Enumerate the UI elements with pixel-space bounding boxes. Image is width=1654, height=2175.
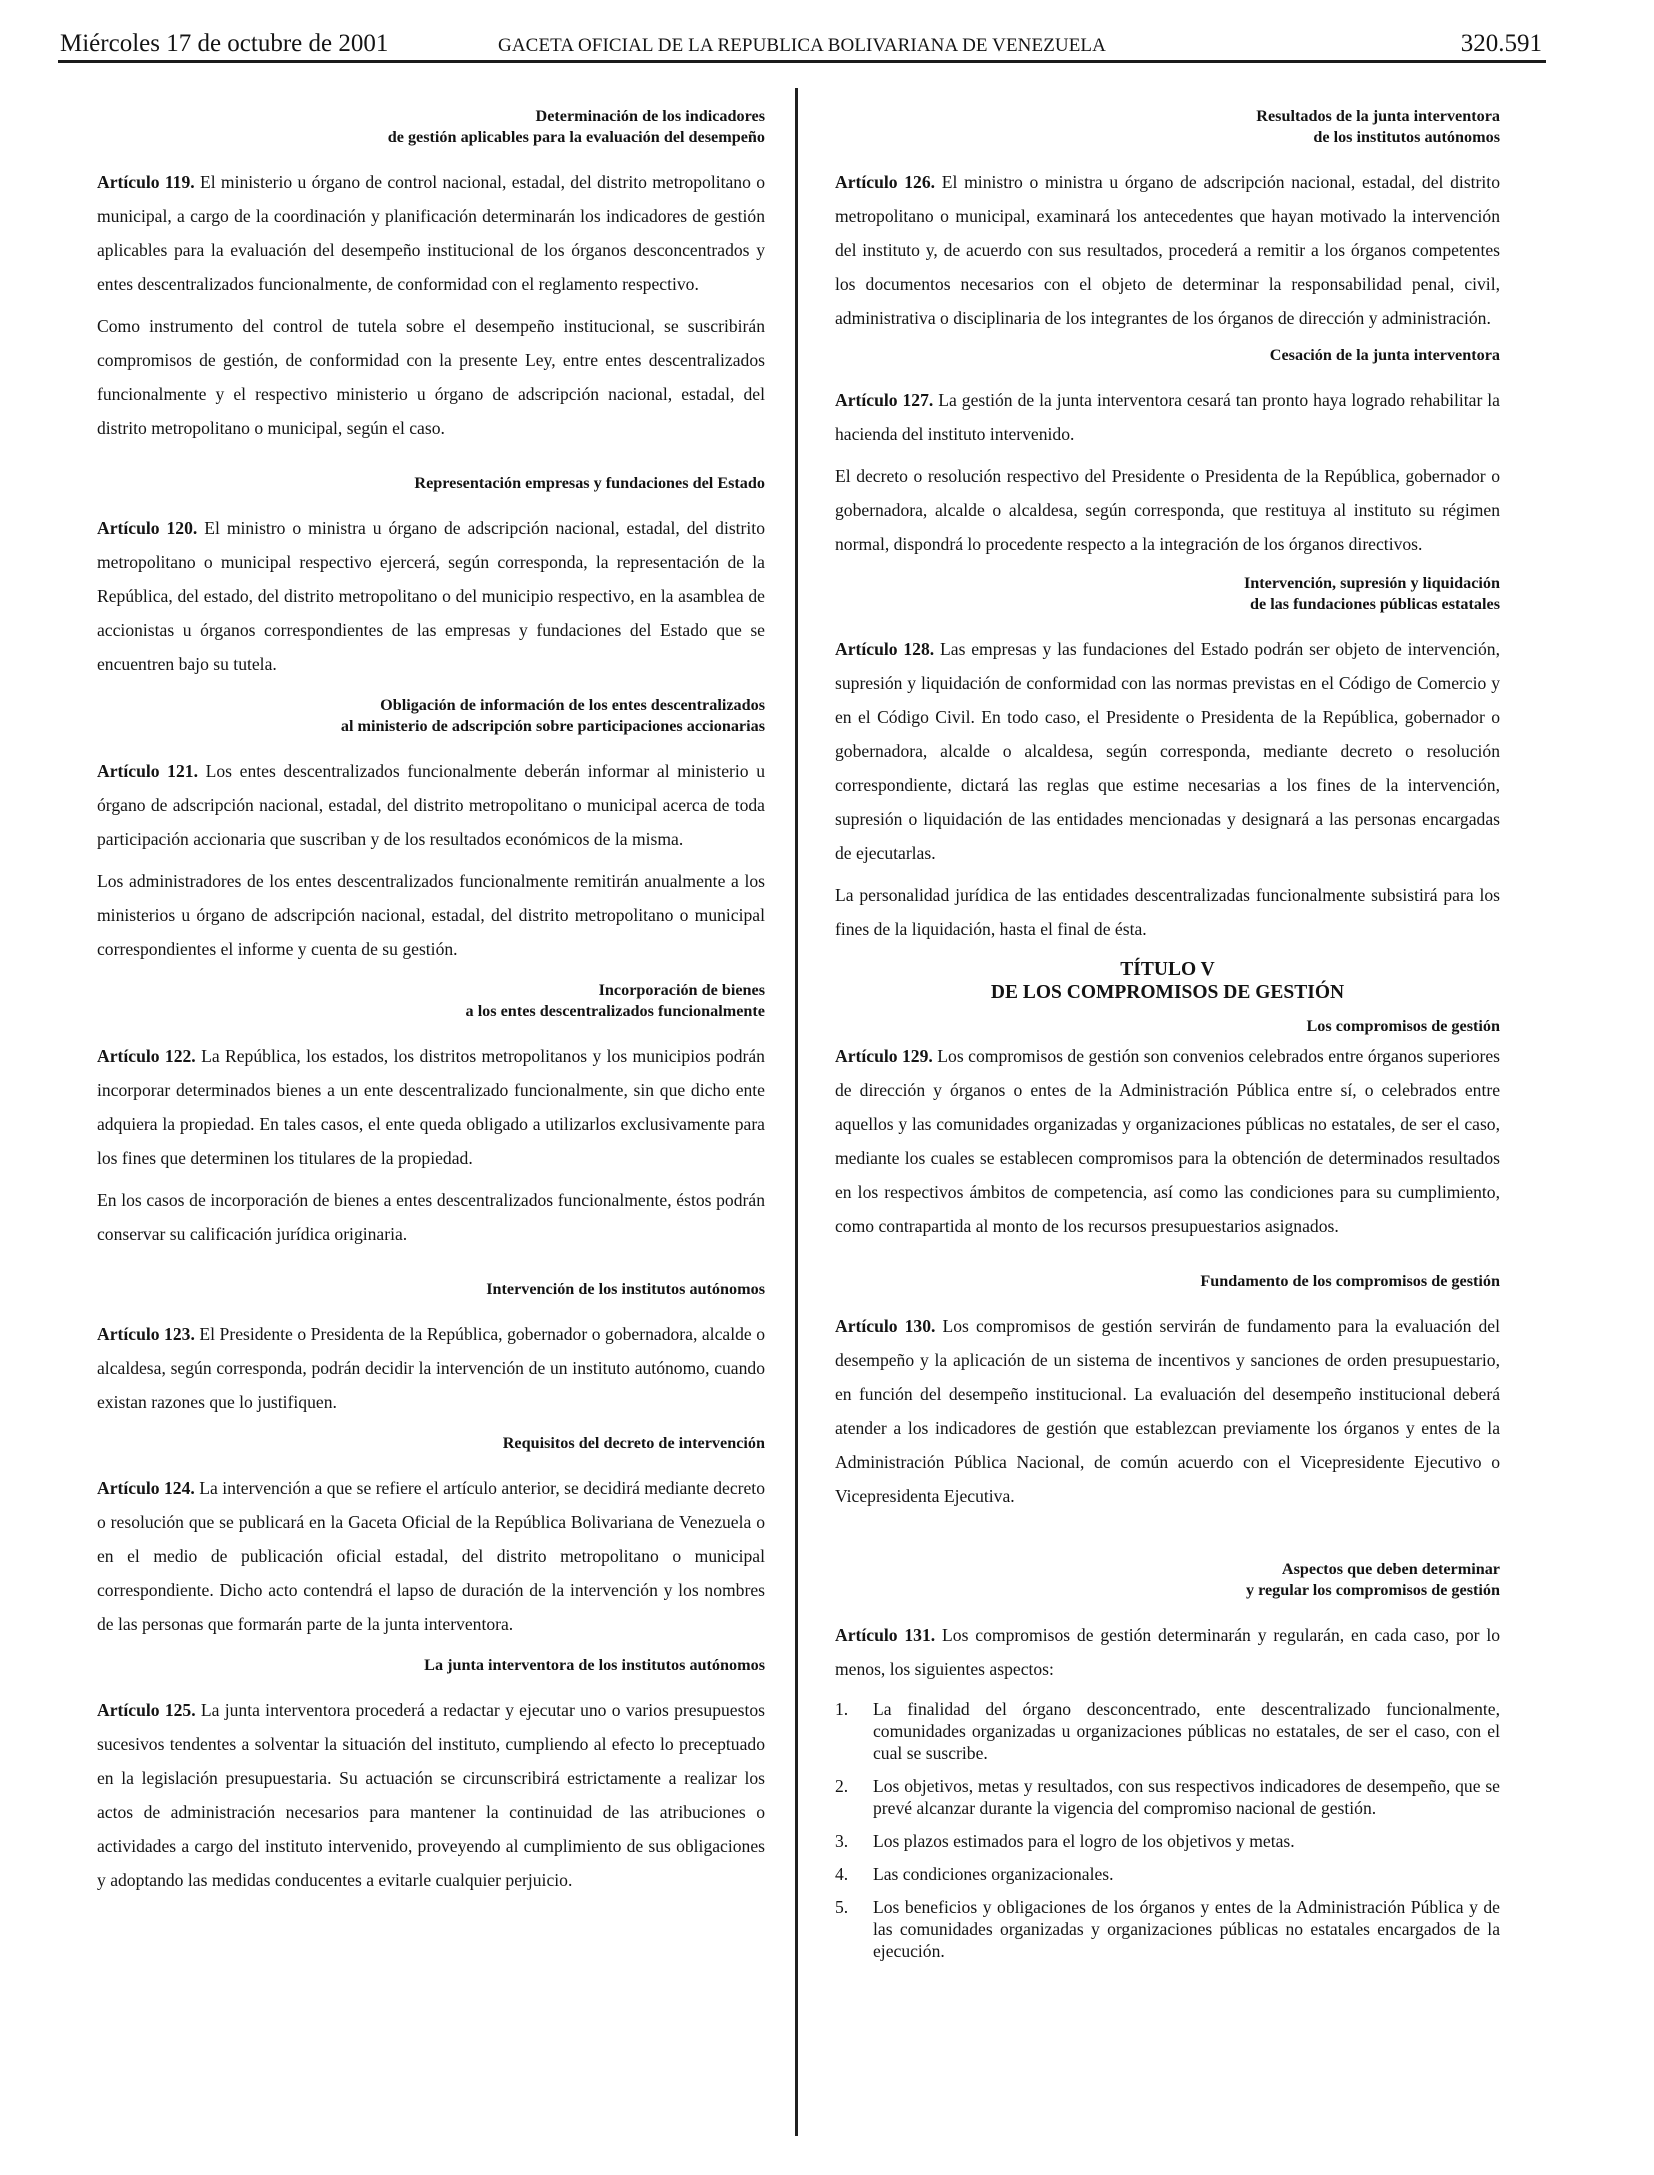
heading-line: Obligación de información de los entes descentralizados (380, 696, 765, 714)
heading-line: Resultados de la junta interventora (1256, 107, 1500, 125)
article-122-paragraph-2: En los casos de incorporación de bienes a entes descentralizados funcionalmente, éstos podrán conservar su calificación jurídica originaria. (97, 1190, 765, 1244)
heading-article-126 (835, 106, 1500, 148)
article-label: Artículo 120. (97, 518, 198, 538)
article-label: Artículo 125. (97, 1700, 196, 1720)
heading-line: Fundamento de los compromisos de gestión (1200, 1272, 1500, 1290)
article-122 (97, 1039, 765, 1175)
right-column (835, 92, 1500, 1973)
heading-line: Los compromisos de gestión (1306, 1017, 1500, 1035)
heading-article-131 (835, 1559, 1500, 1601)
article-label: Artículo 121. (97, 761, 198, 781)
item-number: 5. (835, 1897, 849, 1917)
article-119-paragraph-2: Como instrumento del control de tutela sobre el desempeño institucional, se suscribirán compromisos de gestión, de conformidad con la presente Ley, entre entes descentralizados funcionalmente y el respectivo ministerio u órgano de adscripción nacional, estadal, del distrito metropolitano o municipal, según el caso. (97, 316, 765, 438)
heading-line: Determinación de los indicadores (535, 107, 765, 125)
list-item (835, 1775, 1500, 1819)
article-129 (835, 1039, 1500, 1243)
list-item (835, 1830, 1500, 1852)
article-125 (97, 1693, 765, 1897)
issue-date: Miércoles 17 de octubre de 2001 (60, 30, 389, 57)
heading-line: de los institutos autónomos (1313, 128, 1500, 146)
page-header (58, 26, 1546, 63)
heading-line: y regular los compromisos de gestión (1245, 1581, 1500, 1599)
heading-article-128 (835, 573, 1500, 615)
article-text: Los compromisos de gestión son convenios celebrados entre órganos superiores de dirección y órganos o entes de la Administración Pública entre sí, o celebrados entre aquellos y las comunidades organizadas y organizaciones públicas no estatales, de ser el caso, mediante los cuales se establecen compromisos para la obtención de determinados resultados en los respectivos ámbitos de competencia, así como las condiciones para su cumplimiento, como contrapartida al monto de los recursos presupuestarios asignados. (835, 1046, 1500, 1236)
article-text: La intervención a que se refiere el artículo anterior, se decidirá mediante decreto o resolución que se publicará en la Gaceta Oficial de la República Bolivariana de Venezuela o en el medio de publicación oficial estadal, del distrito metropolitano o municipal correspondiente. Dicho acto contendrá el lapso de duración de la intervención y los nombres de las personas que formarán parte de la junta interventora. (97, 1478, 765, 1634)
article-128-paragraph-2: La personalidad jurídica de las entidades descentralizadas funcionalmente subsistirá para los fines de la liquidación, hasta el final de ésta. (835, 885, 1500, 939)
item-number: 1. (835, 1699, 849, 1719)
article-label: Artículo 129. (835, 1046, 933, 1066)
item-number: 4. (835, 1864, 849, 1884)
list-item (835, 1698, 1500, 1764)
article-text: El ministerio u órgano de control nacional, estadal, del distrito metropolitano o municipal, a cargo de la coordinación y planificación determinarán los indicadores de gestión aplicables para la evaluación del desempeño institucional de los órganos desconcentrados y entes descentralizados funcionalmente, de conformidad con el reglamento respectivo. (97, 172, 765, 294)
heading-line: La junta interventora de los institutos autónomos (424, 1656, 765, 1674)
article-label: Artículo 123. (97, 1324, 195, 1344)
article-126 (835, 165, 1500, 335)
article-text: El ministro o ministra u órgano de adscripción nacional, estadal, del distrito metropolitano o municipal, examinará los antecedentes que hayan motivado la intervención del instituto y, de acuerdo con sus resultados, procederá a remitir a los órganos competentes los documentos necesarios con el objeto de determinar la responsabilidad penal, civil, administrativa o disciplinaria de los integrantes de los órganos de dirección y administración. (835, 172, 1500, 328)
article-label: Artículo 126. (835, 172, 936, 192)
list-item (835, 1863, 1500, 1885)
heading-article-130 (835, 1271, 1500, 1292)
article-128 (835, 632, 1500, 870)
article-text: La junta interventora procederá a redactar y ejecutar uno o varios presupuestos sucesivos tendentes a solventar la situación del instituto, cumpliendo al efecto lo preceptuado en la legislación presupuestaria. Su actuación se circunscribirá estrictamente a realizar los actos de administración necesarios para mantener la continuidad de las atribuciones o actividades a cargo del instituto intervenido, proveyendo al cumplimiento de sus obligaciones y adoptando las medidas conducentes a evitarle cualquier perjuicio. (97, 1700, 765, 1890)
article-label: Artículo 131. (835, 1625, 936, 1645)
list-item (835, 1896, 1500, 1962)
article-131 (835, 1618, 1500, 1686)
title-line: TÍTULO V (1120, 959, 1215, 980)
heading-article-121 (97, 695, 765, 737)
article-text: La República, los estados, los distritos metropolitanos y los municipios podrán incorporar determinados bienes a un ente descentralizado funcionalmente, sin que dicho ente adquiera la propiedad. En tales casos, el ente queda obligado a utilizarlos exclusivamente para los fines que determinen los titulares de la propiedad. (97, 1046, 765, 1168)
column-divider (795, 88, 798, 2136)
article-label: Artículo 124. (97, 1478, 195, 1498)
article-label: Artículo 119. (97, 172, 195, 192)
heading-article-124 (97, 1433, 765, 1454)
article-text: El Presidente o Presidenta de la República, gobernador o gobernadora, alcalde o alcaldesa, según corresponda, podrán decidir la intervención de un instituto autónomo, cuando existan razones que lo justifiquen. (97, 1324, 766, 1412)
article-text: Los compromisos de gestión servirán de fundamento para la evaluación del desempeño y la aplicación de un sistema de incentivos y sanciones de orden presupuestario, en función del desempeño institucional. La evaluación del desempeño institucional deberá atender a los indicadores de gestión que establezcan previamente los órganos y entes de la Administración Pública Nacional, de común acuerdo con el Vicepresidente Ejecutivo o Vicepresidenta Ejecutiva. (835, 1316, 1500, 1506)
article-label: Artículo 122. (97, 1046, 196, 1066)
article-text: La gestión de la junta interventora cesará tan pronto haya logrado rehabilitar la hacienda del instituto intervenido. (835, 390, 1500, 444)
heading-article-119 (97, 106, 765, 148)
heading-article-122 (97, 980, 765, 1022)
heading-line: al ministerio de adscripción sobre participaciones accionarias (340, 717, 765, 735)
item-text: Los plazos estimados para el logro de los objetivos y metas. (873, 1831, 1295, 1851)
article-127 (835, 383, 1500, 451)
heading-article-123 (97, 1279, 765, 1300)
article-124 (97, 1471, 765, 1641)
article-121-paragraph-2: Los administradores de los entes descentralizados funcionalmente remitirán anualmente a los ministerios u órgano de adscripción nacional, estadal, del distrito metropolitano o municipal correspondientes el informe y cuenta de su gestión. (97, 871, 765, 959)
page-number: 320.591 (1460, 30, 1542, 57)
heading-line: Cesación de la junta interventora (1269, 346, 1500, 364)
heading-line: Incorporación de bienes (598, 981, 765, 999)
title-v-heading (835, 958, 1500, 1004)
heading-article-129 (835, 1016, 1500, 1037)
article-130 (835, 1309, 1500, 1513)
heading-line: Representación empresas y fundaciones del Estado (414, 474, 765, 492)
article-127-paragraph-2: El decreto o resolución respectivo del Presidente o Presidenta de la República, gobernador o gobernadora, alcalde o alcaldesa, según corresponda, que restituya al instituto su régimen normal, dispondrá lo procedente respecto a la integración de los órganos directivos. (835, 466, 1500, 554)
article-119 (97, 165, 765, 301)
heading-article-120 (97, 473, 765, 494)
title-line: DE LOS COMPROMISOS DE GESTIÓN (990, 982, 1345, 1003)
article-label: Artículo 128. (835, 639, 935, 659)
article-text: Los compromisos de gestión determinarán y regularán, en cada caso, por lo menos, los siguientes aspectos: (835, 1625, 1501, 1679)
heading-line: de gestión aplicables para la evaluación del desempeño (387, 128, 765, 146)
article-label: Artículo 130. (835, 1316, 936, 1336)
heading-article-125 (97, 1655, 765, 1676)
heading-line: a los entes descentralizados funcionalmente (465, 1002, 765, 1020)
heading-article-127 (835, 345, 1500, 366)
heading-line: Intervención de los institutos autónomos (486, 1280, 765, 1298)
article-text: El ministro o ministra u órgano de adscripción nacional, estadal, del distrito metropolitano o municipal respectivo ejercerá, según corresponda, la representación de la República, del estado, del distrito metropolitano o del municipio respectivo, en la asamblea de accionistas u órganos correspondientes de las empresas y fundaciones del Estado que se encuentren bajo su tutela. (97, 518, 765, 674)
article-120 (97, 511, 765, 681)
heading-line: de las fundaciones públicas estatales (1249, 595, 1500, 613)
heading-line: Intervención, supresión y liquidación (1243, 574, 1500, 592)
heading-line: Requisitos del decreto de intervención (502, 1434, 765, 1452)
article-text: Las empresas y las fundaciones del Estado podrán ser objeto de intervención, supresión y liquidación de conformidad con las normas previstas en el Código de Comercio y en el Código Civil. En todo caso, el Presidente o Presidenta de la República, gobernador o gobernadora, alcalde o alcaldesa, según corresponda, mediante decreto o resolución correspondiente, dictará las reglas que estime necesarias a los fines de la intervención, supresión o liquidación de las entidades mencionadas y designará a las personas encargadas de ejecutarlas. (835, 639, 1501, 863)
item-text: La finalidad del órgano desconcentrado, ente descentralizado funcionalmente, comunidades organizadas u organizaciones públicas no estatales, de ser el caso, con el cual se suscribe. (873, 1699, 1500, 1763)
article-123 (97, 1317, 765, 1419)
gazette-title: GACETA OFICIAL DE LA REPUBLICA BOLIVARIANA DE VENEZUELA (498, 35, 1106, 56)
article-131-aspects-list (835, 1698, 1500, 1962)
article-121 (97, 754, 765, 856)
item-text: Los beneficios y obligaciones de los órganos y entes de la Administración Pública y de las comunidades organizadas y organizaciones públicas no estatales encargados de la ejecución. (873, 1897, 1500, 1961)
item-text: Las condiciones organizacionales. (873, 1864, 1114, 1884)
article-text: Los entes descentralizados funcionalmente deberán informar al ministerio u órgano de adscripción nacional, estadal, del distrito metropolitano o municipal acerca de toda participación accionaria que suscriban y de los resultados económicos de la misma. (97, 761, 765, 849)
left-column (97, 92, 765, 1905)
heading-line: Aspectos que deben determinar (1281, 1560, 1500, 1578)
item-number: 2. (835, 1776, 849, 1796)
article-label: Artículo 127. (835, 390, 934, 410)
item-text: Los objetivos, metas y resultados, con sus respectivos indicadores de desempeño, que se prevé alcanzar durante la vigencia del compromiso nacional de gestión. (873, 1776, 1500, 1818)
item-number: 3. (835, 1831, 849, 1851)
